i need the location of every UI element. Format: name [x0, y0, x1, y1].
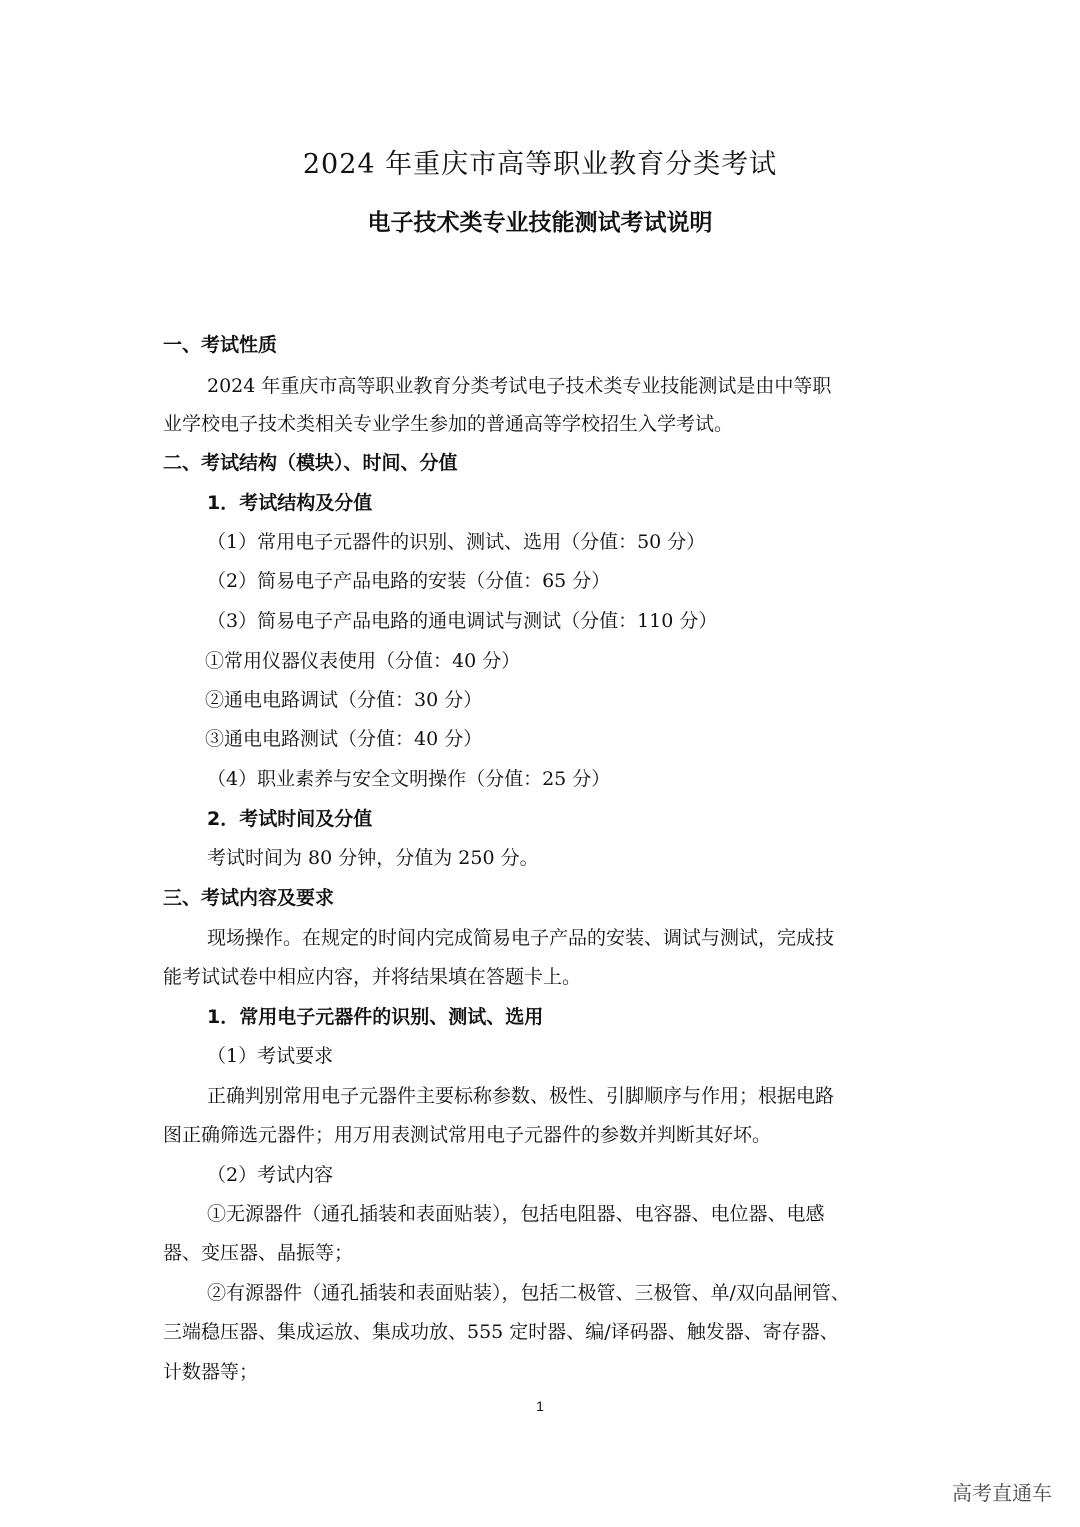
requirements-label: （1）考试要求 [207, 1045, 334, 1067]
section3-sub1-heading: 1．常用电子元器件的识别、测试、选用 [207, 1006, 544, 1028]
structure-item: （3）简易电子产品电路的通电调试与测试（分值：110 分） [207, 610, 718, 632]
section1-paragraph-line1: 2024 年重庆市高等职业教育分类考试电子技术类专业技能测试是由中等职 [207, 375, 832, 397]
section3-intro-line2: 能考试试卷中相应内容，并将结果填在答题卡上。 [163, 966, 582, 988]
section3-heading: 三、考试内容及要求 [163, 887, 335, 909]
document-title: 2024 年重庆市高等职业教育分类考试 [302, 149, 778, 180]
section2-heading: 二、考试结构（模块）、时间、分值 [163, 452, 458, 474]
structure-item: （2）简易电子产品电路的安装（分值：65 分） [207, 570, 611, 592]
watermark-text: 高考直通车 [952, 1481, 1052, 1505]
requirements-line1: 正确判别常用电子元器件主要标称参数、极性、引脚顺序与作用；根据电路 [207, 1085, 835, 1107]
section2-sub2-heading: 2．考试时间及分值 [207, 808, 373, 830]
passive-devices-line1: ①无源器件（通孔插装和表面贴装），包括电阻器、电容器、电位器、电感 [207, 1203, 825, 1225]
exam-time-text: 考试时间为 80 分钟，分值为 250 分。 [207, 847, 539, 869]
passive-devices-line2: 器、变压器、晶振等； [163, 1242, 354, 1264]
structure-item: （4）职业素养与安全文明操作（分值：25 分） [207, 768, 611, 790]
section1-paragraph-line2: 业学校电子技术类相关专业学生参加的普通高等学校招生入学考试。 [163, 413, 734, 435]
section2-sub1-heading: 1．考试结构及分值 [207, 492, 373, 514]
content-label: （2）考试内容 [207, 1164, 334, 1186]
structure-item: ②通电电路调试（分值：30 分） [205, 689, 483, 711]
section3-intro-line1: 现场操作。在规定的时间内完成简易电子产品的安装、调试与测试，完成技 [207, 927, 835, 949]
page-number: 1 [536, 1398, 544, 1414]
structure-item: ③通电电路测试（分值：40 分） [205, 728, 483, 750]
active-devices-line2: 三端稳压器、集成运放、集成功放、555 定时器、编/译码器、触发器、寄存器、 [163, 1321, 839, 1343]
section1-heading: 一、考试性质 [163, 334, 278, 356]
document-subtitle: 电子技术类专业技能测试考试说明 [367, 210, 713, 236]
requirements-line2: 图正确筛选元器件；用万用表测试常用电子元器件的参数并判断其好坏。 [163, 1124, 772, 1146]
structure-item: （1）常用电子元器件的识别、测试、选用（分值：50 分） [207, 531, 706, 553]
active-devices-line1: ②有源器件（通孔插装和表面贴装），包括二极管、三极管、单/双向晶闸管、 [207, 1282, 850, 1304]
active-devices-line3: 计数器等； [163, 1361, 259, 1383]
structure-item: ①常用仪器仪表使用（分值：40 分） [205, 650, 521, 672]
